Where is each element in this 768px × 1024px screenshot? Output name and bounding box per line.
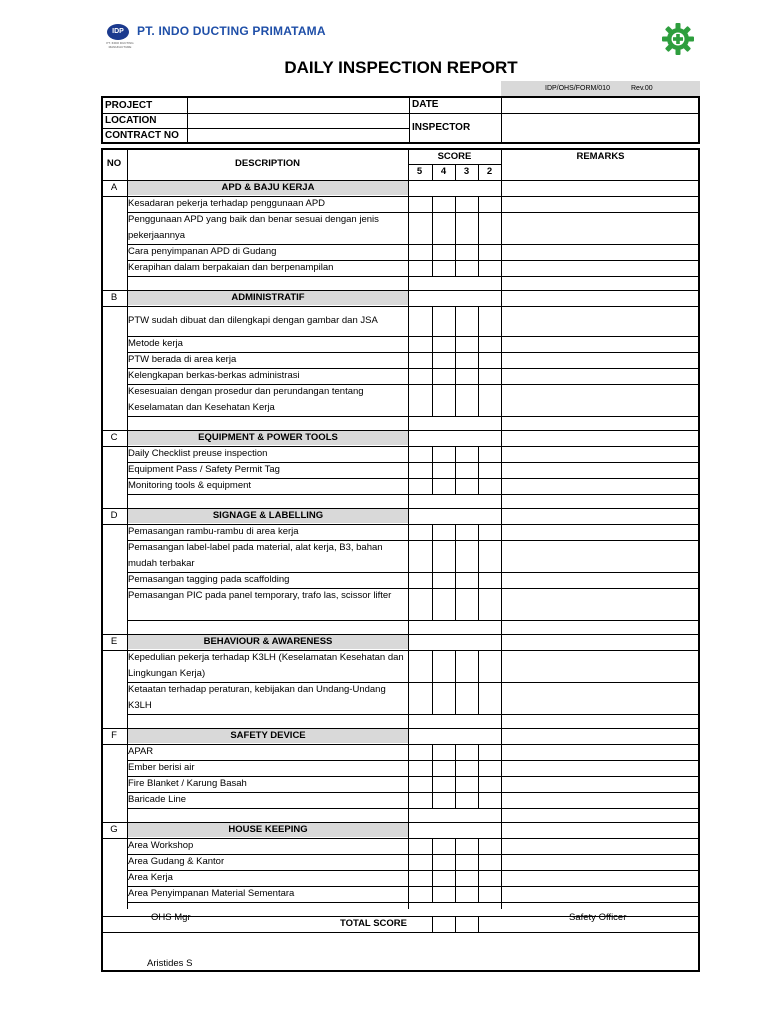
table-rule bbox=[478, 540, 479, 572]
table-rule bbox=[478, 462, 479, 478]
table-rule bbox=[455, 540, 456, 572]
table-rule bbox=[478, 776, 479, 792]
table-rule bbox=[455, 760, 456, 776]
table-rule bbox=[432, 446, 433, 462]
remarks-header: REMARKS bbox=[576, 151, 625, 162]
table-rule bbox=[432, 540, 433, 572]
table-rule bbox=[101, 306, 700, 307]
table-rule bbox=[455, 336, 456, 352]
table-rule bbox=[432, 760, 433, 776]
table-rule bbox=[478, 306, 479, 336]
table-rule bbox=[455, 792, 456, 808]
inspection-item: Kepedulian pekerja terhadap K3LH (Keselamatan Kesehatan dan Lingkungan Kerja) bbox=[128, 652, 404, 679]
no-header: NO bbox=[106, 158, 122, 169]
table-rule bbox=[455, 776, 456, 792]
section-title: SAFETY DEVICE bbox=[128, 729, 408, 743]
project-label: PROJECT bbox=[105, 100, 153, 111]
table-rule bbox=[432, 260, 433, 276]
report-title: DAILY INSPECTION REPORT bbox=[284, 58, 518, 77]
ohs-mgr-role: OHS Mgr bbox=[151, 912, 191, 923]
table-rule bbox=[455, 886, 456, 902]
inspection-item: Ember berisi air bbox=[128, 762, 195, 773]
section-title: APD & BAJU KERJA bbox=[128, 181, 408, 195]
inspection-item: Area Penyimpanan Material Sementara bbox=[128, 888, 295, 899]
safety-gear-icon bbox=[660, 21, 696, 57]
inspection-item: Ketaatan terhadap peraturan, kebijakan dan Undang-Undang K3LH bbox=[128, 684, 386, 711]
table-rule bbox=[455, 870, 456, 886]
company-name: PT. INDO DUCTING PRIMATAMA bbox=[137, 24, 326, 38]
table-rule bbox=[127, 620, 700, 621]
inspection-item: Pemasangan tagging pada scaffolding bbox=[128, 574, 290, 585]
table-rule bbox=[455, 650, 456, 682]
table-rule bbox=[432, 650, 433, 682]
table-rule bbox=[455, 588, 456, 620]
section-no: A bbox=[110, 182, 118, 193]
project-info-box bbox=[101, 96, 700, 144]
table-rule bbox=[432, 478, 433, 494]
table-rule bbox=[432, 744, 433, 760]
inspection-item: Kerapihan dalam berpakaian dan berpenampilan bbox=[128, 262, 334, 273]
table-rule bbox=[432, 572, 433, 588]
table-rule bbox=[455, 384, 456, 416]
table-rule bbox=[127, 714, 700, 715]
table-rule bbox=[478, 682, 479, 714]
table-rule bbox=[432, 462, 433, 478]
table-rule bbox=[478, 196, 479, 212]
description-header: DESCRIPTION bbox=[235, 158, 300, 169]
table-rule bbox=[455, 368, 456, 384]
company-logo bbox=[103, 24, 137, 54]
section-title: HOUSE KEEPING bbox=[128, 823, 408, 837]
table-rule bbox=[455, 446, 456, 462]
table-rule bbox=[478, 870, 479, 886]
table-rule bbox=[455, 462, 456, 478]
section-no: C bbox=[110, 432, 118, 443]
date-label: DATE bbox=[412, 99, 439, 110]
table-rule bbox=[432, 244, 433, 260]
location-label: LOCATION bbox=[105, 115, 157, 126]
inspection-item: Cara penyimpanan APD di Gudang bbox=[128, 246, 277, 257]
inspection-item: Daily Checklist preuse inspection bbox=[128, 448, 268, 459]
table-rule bbox=[501, 149, 502, 909]
table-rule bbox=[432, 164, 433, 180]
table-rule bbox=[432, 336, 433, 352]
form-code-bar bbox=[501, 81, 700, 97]
form-code: IDP/OHS/FORM/010 bbox=[545, 85, 610, 92]
table-rule bbox=[478, 352, 479, 368]
inspector-label: INSPECTOR bbox=[412, 122, 471, 133]
table-rule bbox=[455, 572, 456, 588]
inspection-item: Pemasangan label-label pada material, alat kerja, B3, bahan mudah terbakar bbox=[128, 542, 383, 569]
table-rule bbox=[127, 494, 700, 495]
table-rule bbox=[432, 838, 433, 854]
inspection-item: Kesesuaian dengan prosedur dan perundangan tentang Keselamatan dan Kesehatan Kerja bbox=[128, 386, 364, 413]
table-rule bbox=[127, 902, 700, 903]
table-rule bbox=[455, 838, 456, 854]
inspection-item: Fire Blanket / Karung Basah bbox=[128, 778, 247, 789]
section-no: F bbox=[111, 730, 117, 741]
contract-no-label: CONTRACT NO bbox=[105, 130, 179, 141]
table-rule bbox=[478, 384, 479, 416]
table-rule bbox=[455, 854, 456, 870]
table-rule bbox=[455, 212, 456, 244]
table-rule bbox=[455, 164, 456, 180]
table-rule bbox=[478, 164, 479, 180]
table-rule bbox=[455, 682, 456, 714]
table-rule bbox=[432, 886, 433, 902]
inspection-item: Penggunaan APD yang baik dan benar sesuai dengan jenis pekerjaannya bbox=[128, 214, 379, 241]
table-rule bbox=[455, 478, 456, 494]
inspection-item: PTW berada di area kerja bbox=[128, 354, 237, 365]
table-rule bbox=[478, 260, 479, 276]
table-rule bbox=[432, 212, 433, 244]
inspection-item: Area Workshop bbox=[128, 840, 194, 851]
table-rule bbox=[455, 744, 456, 760]
table-rule bbox=[455, 196, 456, 212]
table-rule bbox=[432, 682, 433, 714]
total-score-label: TOTAL SCORE bbox=[339, 918, 407, 929]
safety-officer-role: Safety Officer bbox=[569, 912, 627, 923]
section-no: G bbox=[110, 824, 118, 835]
table-rule bbox=[455, 260, 456, 276]
score-header: SCORE bbox=[437, 151, 472, 162]
table-rule bbox=[432, 196, 433, 212]
table-rule bbox=[455, 306, 456, 336]
table-rule bbox=[432, 792, 433, 808]
table-rule bbox=[432, 916, 433, 932]
section-title: EQUIPMENT & POWER TOOLS bbox=[128, 431, 408, 445]
score-col-2: 2 bbox=[486, 166, 493, 177]
table-rule bbox=[127, 276, 700, 277]
inspection-item: Area Kerja bbox=[128, 872, 173, 883]
ohs-mgr-name: Aristides S bbox=[147, 958, 193, 969]
table-rule bbox=[455, 524, 456, 540]
score-col-4: 4 bbox=[440, 166, 447, 177]
section-no: E bbox=[110, 636, 118, 647]
inspection-item: APAR bbox=[128, 746, 154, 757]
table-rule bbox=[432, 368, 433, 384]
table-rule bbox=[455, 244, 456, 260]
table-rule bbox=[478, 212, 479, 244]
table-rule bbox=[478, 244, 479, 260]
table-rule bbox=[478, 336, 479, 352]
score-col-5: 5 bbox=[416, 166, 423, 177]
table-rule bbox=[478, 524, 479, 540]
inspection-item: Baricade Line bbox=[128, 794, 187, 805]
table-rule bbox=[478, 838, 479, 854]
table-rule bbox=[478, 760, 479, 776]
table-rule bbox=[478, 916, 479, 932]
form-revision: Rev.00 bbox=[631, 85, 653, 92]
table-rule bbox=[432, 306, 433, 336]
inspection-item: Pemasangan rambu-rambu di area kerja bbox=[128, 526, 299, 537]
section-no: D bbox=[110, 510, 118, 521]
inspection-item: PTW sudah dibuat dan dilengkapi dengan gambar dan JSA bbox=[128, 315, 378, 326]
table-rule bbox=[478, 650, 479, 682]
table-rule bbox=[127, 808, 700, 809]
table-rule bbox=[432, 870, 433, 886]
inspection-item: Equipment Pass / Safety Permit Tag bbox=[128, 464, 280, 475]
table-rule bbox=[478, 854, 479, 870]
table-rule bbox=[101, 932, 700, 933]
table-rule bbox=[432, 588, 433, 620]
table-rule bbox=[478, 886, 479, 902]
table-rule bbox=[127, 416, 700, 417]
inspection-item: Area Gudang & Kantor bbox=[128, 856, 225, 867]
section-title: SIGNAGE & LABELLING bbox=[128, 509, 408, 523]
table-rule bbox=[432, 384, 433, 416]
logo-mark: IDP bbox=[107, 24, 129, 40]
inspection-item: Monitoring tools & equipment bbox=[128, 480, 252, 491]
logo-subtext: PT. INDO DUCTING MANUFACTURE bbox=[106, 41, 134, 49]
inspection-item: Metode kerja bbox=[128, 338, 183, 349]
table-rule bbox=[478, 572, 479, 588]
section-no: B bbox=[110, 292, 118, 303]
table-rule bbox=[478, 744, 479, 760]
table-rule bbox=[455, 916, 456, 932]
table-rule bbox=[432, 776, 433, 792]
inspection-item: Pemasangan PIC pada panel temporary, trafo las, scissor lifter bbox=[128, 590, 392, 601]
table-rule bbox=[478, 792, 479, 808]
table-rule bbox=[432, 854, 433, 870]
score-col-3: 3 bbox=[463, 166, 470, 177]
table-rule bbox=[432, 524, 433, 540]
section-title: ADMINISTRATIF bbox=[128, 291, 408, 305]
table-rule bbox=[478, 588, 479, 620]
inspection-item: Kesadaran pekerja terhadap penggunaan APD bbox=[128, 198, 326, 209]
table-rule bbox=[432, 352, 433, 368]
table-rule bbox=[455, 352, 456, 368]
section-title: BEHAVIOUR & AWARENESS bbox=[128, 635, 408, 649]
table-rule bbox=[478, 446, 479, 462]
table-rule bbox=[478, 368, 479, 384]
inspection-item: Kelengkapan berkas-berkas administrasi bbox=[128, 370, 300, 381]
table-rule bbox=[478, 478, 479, 494]
table-rule bbox=[408, 149, 409, 909]
